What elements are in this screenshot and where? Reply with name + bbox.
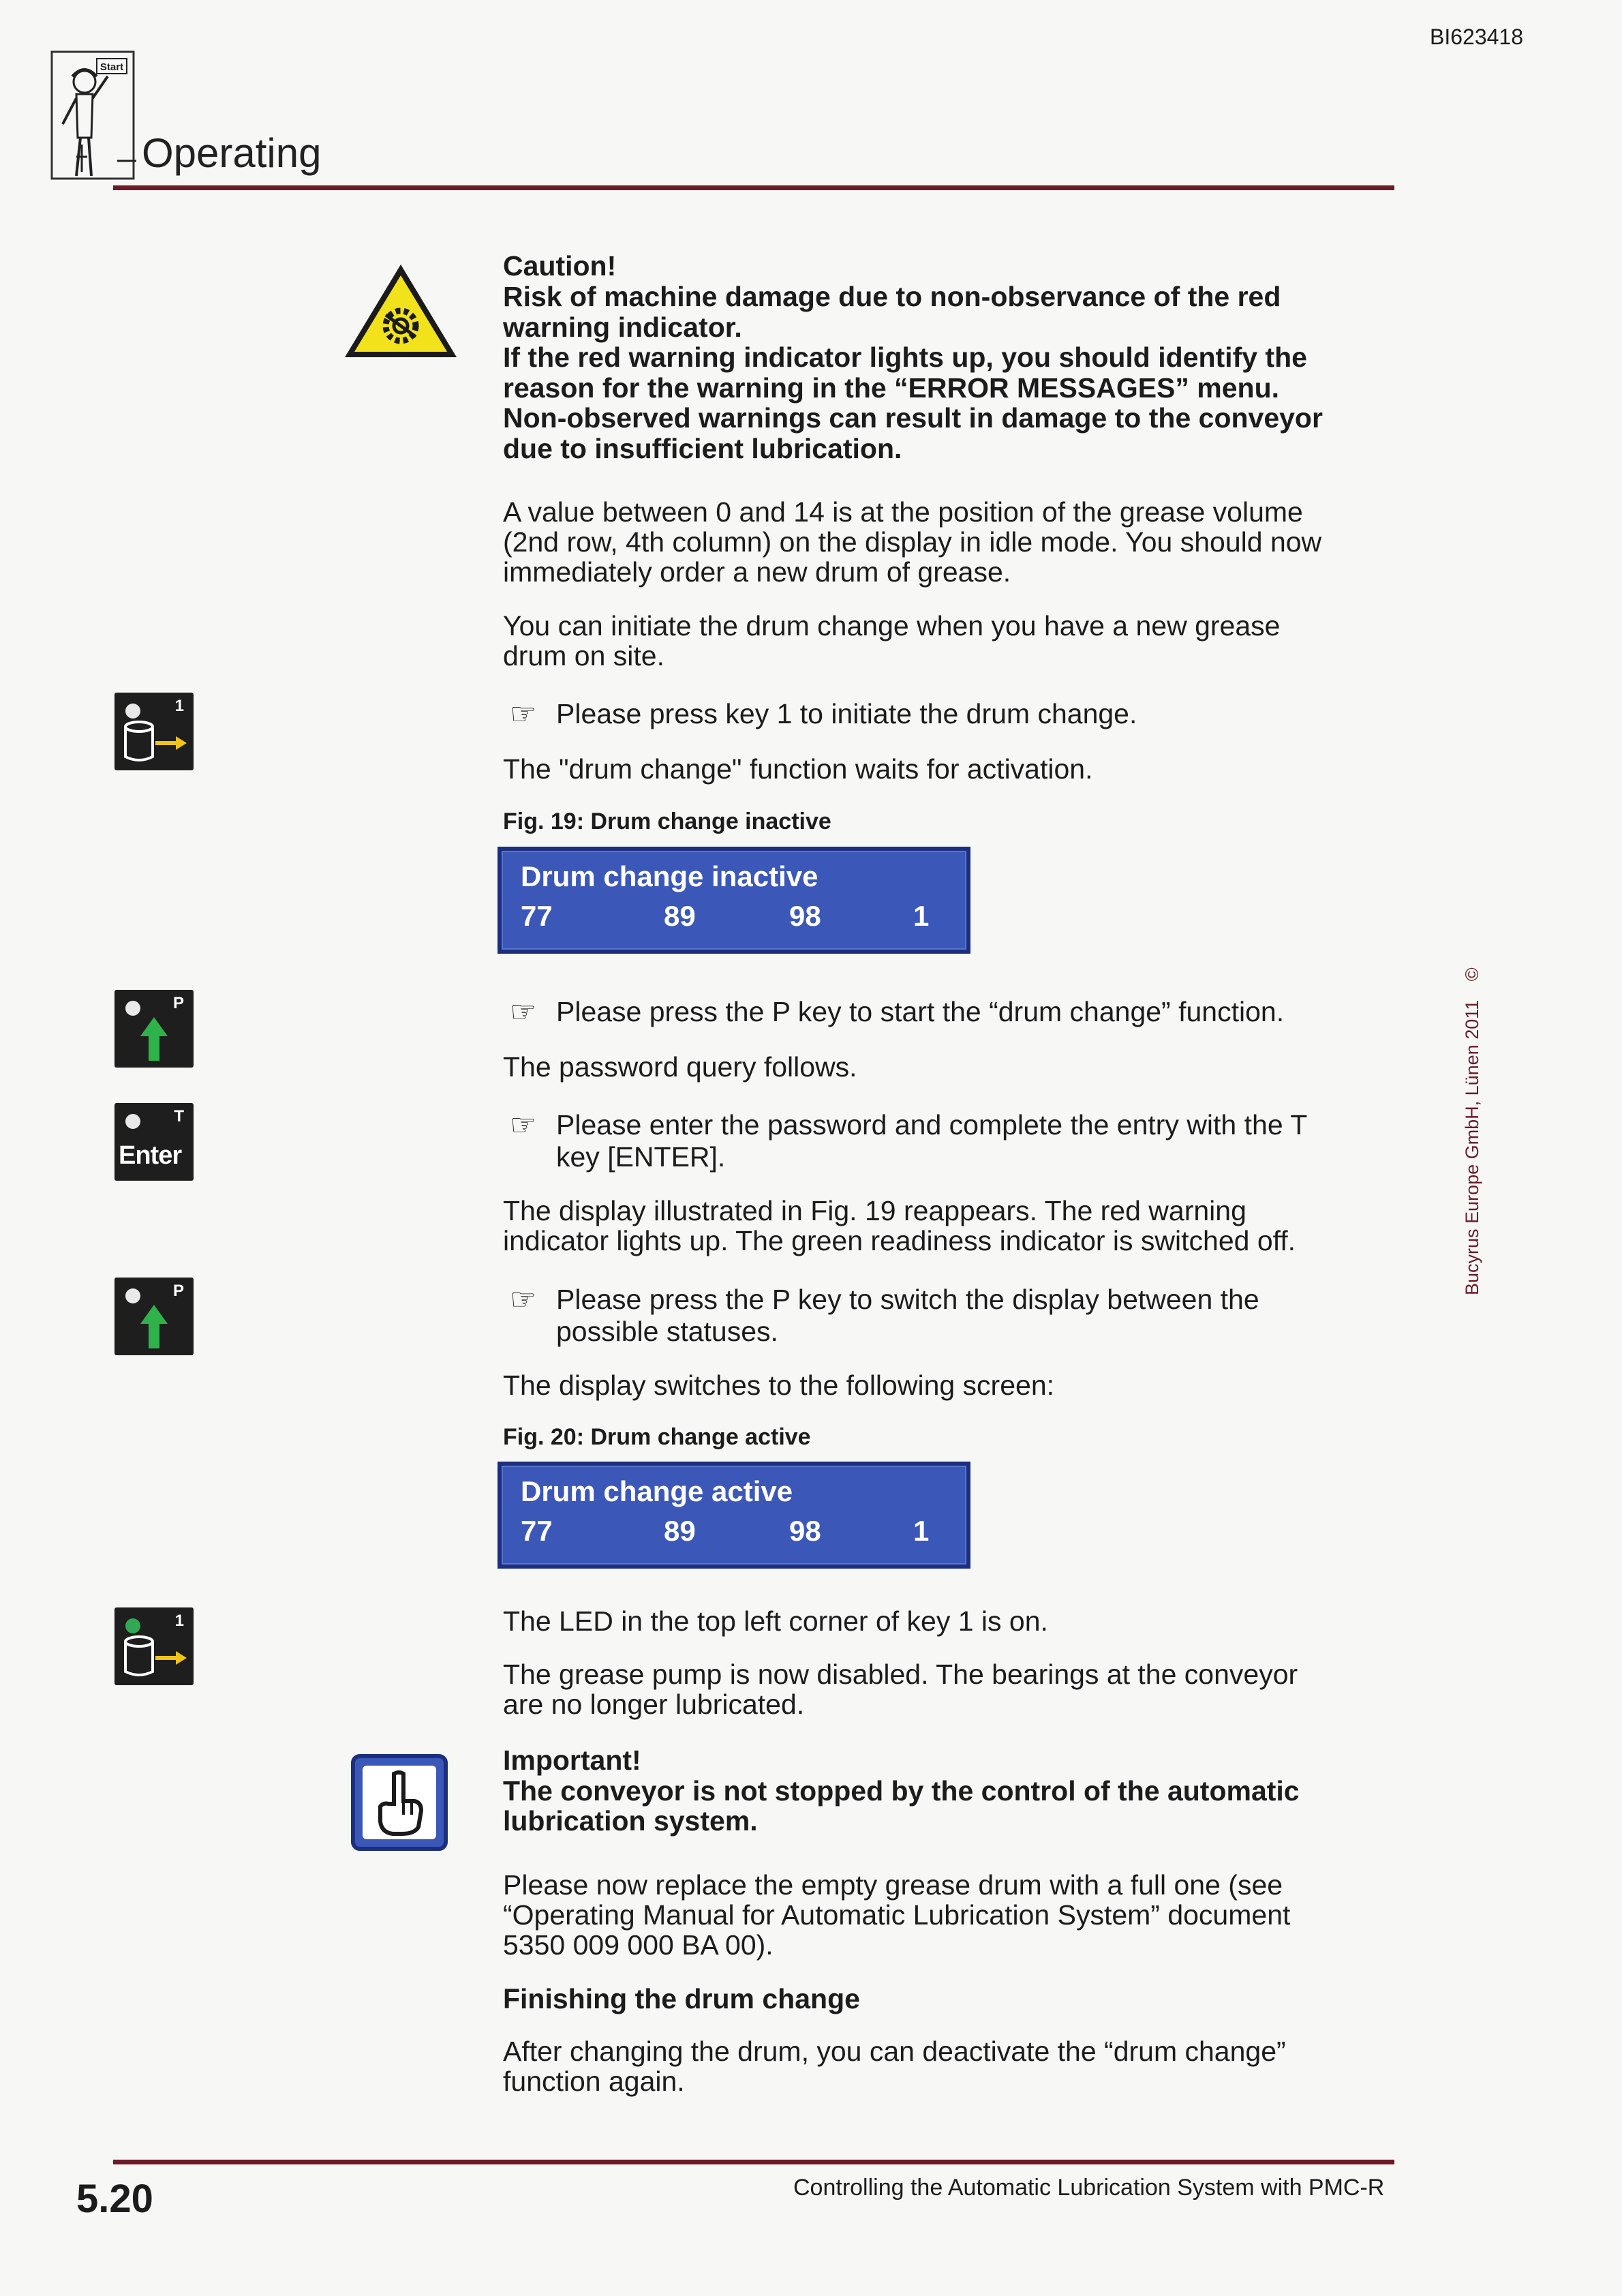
copyright-text: Bucyrus Europe GmbH, Lünen 2011 [1462, 999, 1482, 1295]
section-title: Operating [142, 130, 322, 176]
caution-line: warning indicator. [503, 312, 742, 343]
key-label: 1 [174, 1612, 184, 1630]
instruction-step-continued: key [ENTER]. [556, 1141, 726, 1173]
paragraph-line: immediately order a new drum of grease. [503, 556, 1011, 588]
important-title: Important! [503, 1744, 641, 1776]
led-indicator-on [125, 1618, 140, 1633]
copyright-notice [1462, 967, 1483, 1295]
lcd-status-line: Drum change active [521, 1475, 793, 1507]
lcd-value: 98 [789, 1515, 821, 1547]
figure-caption: Fig. 19: Drum change inactive [503, 809, 831, 834]
copyright-symbol: © [1462, 967, 1482, 982]
led-indicator [125, 1114, 140, 1129]
important-hand-icon [350, 1753, 448, 1852]
drum-change-icon [120, 717, 188, 766]
lcd-display-fig20 [498, 1462, 970, 1569]
footer-rule [113, 2160, 1394, 2164]
lcd-value: 77 [521, 900, 553, 932]
caution-title: Caution! [503, 250, 617, 282]
key-t-enter-icon [114, 1103, 194, 1181]
key-label: P [172, 994, 184, 1012]
paragraph-line: You can initiate the drum change when you have a new grease [503, 610, 1281, 641]
caution-line: If the red warning indicator lights up, you should identify the [503, 342, 1307, 373]
step-text: Please enter the password and complete the entry with the T [556, 1109, 1308, 1141]
paragraph-line: Please now replace the empty grease drum with a full one (see [503, 1869, 1283, 1901]
pointing-hand-icon: ☞ [510, 1283, 537, 1316]
instruction-step [510, 1284, 1428, 1316]
step-text: Please press the P key to start the “drum change” function. [556, 996, 1285, 1027]
led-indicator [125, 1288, 140, 1303]
led-indicator [125, 1001, 140, 1016]
paragraph-line: The LED in the top left corner of key 1 is on. [503, 1605, 1048, 1637]
key-label: T [174, 1107, 184, 1126]
header-rule [113, 185, 1394, 190]
paragraph-line: 5350 009 000 BA 00). [503, 1929, 774, 1961]
paragraph-line: The password query follows. [503, 1051, 857, 1083]
caution-line: reason for the warning in the “ERROR MESSAGES” menu. [503, 372, 1280, 404]
key-1-drum-change-icon [114, 693, 194, 770]
lcd-value: 1 [913, 900, 930, 932]
caution-line: due to insufficient lubrication. [503, 433, 902, 464]
key-label: 1 [174, 697, 184, 715]
paragraph-line: After changing the drum, you can deactivate the “drum change” [503, 2036, 1286, 2067]
pointing-hand-icon: ☞ [510, 995, 537, 1029]
paragraph-line: indicator lights up. The green readiness indicator is switched off. [503, 1225, 1296, 1256]
step-text: Please press key 1 to initiate the drum change. [556, 698, 1137, 729]
lcd-value: 89 [664, 900, 696, 932]
lcd-status-line: Drum change inactive [521, 860, 818, 892]
enter-label: Enter [119, 1141, 182, 1170]
instruction-step-continued: possible statuses. [556, 1316, 778, 1347]
paragraph-line: are no longer lubricated. [503, 1689, 805, 1720]
lcd-value: 89 [664, 1515, 696, 1547]
up-arrow-icon [139, 1303, 169, 1351]
caution-warning-icon [341, 260, 461, 363]
drum-change-icon [120, 1632, 188, 1681]
lcd-value: 1 [913, 1515, 930, 1547]
instruction-step [510, 698, 1428, 730]
caution-line: Non-observed warnings can result in damage to the conveyor [503, 402, 1323, 434]
paragraph-line: (2nd row, 4th column) on the display in idle mode. You should now [503, 526, 1322, 558]
subheading: Finishing the drum change [503, 1983, 860, 2014]
paragraph-line: The display illustrated in Fig. 19 reappears. The red warning [503, 1195, 1246, 1226]
paragraph-line: The grease pump is now disabled. The bearings at the conveyor [503, 1659, 1298, 1690]
key-1-drum-change-icon [114, 1607, 194, 1685]
operator-start-logo-icon [49, 49, 136, 183]
instruction-step [510, 996, 1428, 1028]
lcd-display-fig19 [498, 847, 970, 954]
svg-text:Start: Start [100, 61, 124, 73]
paragraph-line: The "drum change" function waits for activation. [503, 753, 1093, 785]
paragraph-line: A value between 0 and 14 is at the position of the grease volume [503, 496, 1303, 528]
instruction-step [510, 1109, 1428, 1141]
led-indicator [125, 704, 140, 719]
caution-line: Risk of machine damage due to non-observance of the red [503, 281, 1281, 312]
document-id: BI623418 [1430, 25, 1524, 49]
lcd-value: 77 [521, 1515, 553, 1547]
pointing-hand-icon: ☞ [510, 697, 537, 731]
footer-title: Controlling the Automatic Lubrication System with PMC-R [793, 2175, 1385, 2201]
page-number: 5.20 [76, 2177, 153, 2221]
step-text: Please press the P key to switch the display between the [556, 1284, 1259, 1315]
pointing-hand-icon: ☞ [510, 1108, 537, 1142]
paragraph-line: The display switches to the following screen: [503, 1370, 1055, 1401]
key-p-icon [114, 990, 194, 1068]
paragraph-line: drum on site. [503, 640, 664, 671]
important-line: lubrication system. [503, 1805, 758, 1837]
important-line: The conveyor is not stopped by the control of the automatic [503, 1775, 1300, 1807]
up-arrow-icon [139, 1016, 169, 1063]
key-label: P [172, 1282, 184, 1300]
key-p-icon [114, 1278, 194, 1355]
lcd-value: 98 [789, 900, 821, 932]
paragraph-line: “Operating Manual for Automatic Lubrication System” document [503, 1899, 1291, 1931]
figure-caption: Fig. 20: Drum change active [503, 1424, 811, 1450]
paragraph-line: function again. [503, 2066, 685, 2097]
